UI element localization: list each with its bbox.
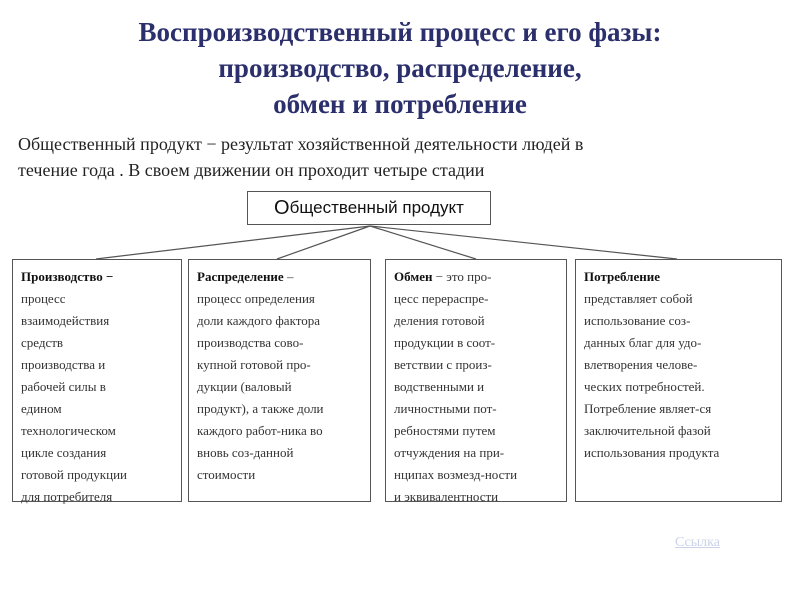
root-node-initial: О: [274, 196, 290, 219]
root-node-label: бщественный продукт: [289, 198, 464, 217]
phase-line: ребностями путем: [394, 423, 496, 438]
phase-line: ческих потребностей.: [584, 379, 705, 394]
phase-line: купной готовой про-: [197, 357, 311, 372]
phase-line: стоимости: [197, 467, 256, 482]
connector-line-4: [370, 226, 677, 259]
phase-line: представляет собой: [584, 291, 693, 306]
phase-line: взаимодействия: [21, 313, 110, 328]
phase-line: продукции в соот-: [394, 335, 496, 350]
phase-term: Распределение: [197, 269, 284, 284]
connector-line-3: [370, 226, 476, 259]
phase-box-distribution: [188, 259, 371, 502]
phase-line: дукции (валовый: [197, 379, 292, 394]
phase-line: доли каждого фактора: [197, 313, 320, 328]
phase-line: заключительной фазой: [584, 423, 711, 438]
phase-line: продукт), а также доли: [197, 401, 324, 416]
phase-line: отчуждения на при-: [394, 445, 505, 460]
phase-line: производства сово-: [197, 335, 304, 350]
title-line-2: производство, распределение,: [218, 53, 582, 83]
phase-line: готовой продукции: [21, 467, 127, 482]
connector-line-1: [96, 226, 370, 259]
title-line-1: Воспроизводственный процесс и его фазы:: [138, 17, 662, 47]
title-line-3: обмен и потребление: [273, 89, 527, 119]
phase-line: процесс определения: [197, 291, 315, 306]
root-node-box: [247, 191, 491, 225]
connector-line-2: [277, 226, 370, 259]
phase-line: рабочей силы в: [21, 379, 106, 394]
intro-line-1: Общественный продукт − результат хозяйственной деятельности людей в: [18, 134, 584, 154]
phase-line: цикле создания: [21, 445, 107, 460]
phase-line: ветствии с произ-: [394, 357, 492, 372]
phase-line: технологическом: [21, 423, 116, 438]
phase-term: Производство −: [21, 269, 114, 284]
phase-box-production: [12, 259, 182, 502]
phase-line: процесс: [21, 291, 66, 306]
phase-line: влетворения челове-: [584, 357, 698, 372]
phase-line: средств: [21, 335, 64, 350]
phase-line: данных благ для удо-: [584, 335, 702, 350]
phase-box-exchange: [385, 259, 567, 502]
phase-line: личностными пот-: [394, 401, 497, 416]
phase-line: каждого работ-ника во: [197, 423, 323, 438]
phase-line: для потребителя: [21, 489, 113, 504]
phase-term-suffix: –: [283, 269, 294, 284]
phase-line: вновь соз-данной: [197, 445, 294, 460]
reference-link[interactable]: Ссылка: [675, 535, 720, 550]
phase-line: и эквивалентности: [394, 489, 499, 504]
phase-line: едином: [21, 401, 62, 416]
phase-line: производства и: [21, 357, 106, 372]
intro-line-2: течение года . В своем движении он проходит четыре стадии: [18, 160, 485, 180]
phase-line: использование соз-: [584, 313, 691, 328]
phase-line: водственными и: [394, 379, 485, 394]
phase-box-consumption: [575, 259, 782, 502]
phase-term: Обмен: [394, 269, 433, 284]
phase-line: цесс перераспре-: [394, 291, 489, 306]
phase-term-suffix: − это про-: [432, 269, 492, 284]
phase-line: деления готовой: [394, 313, 485, 328]
phase-line: нципах возмезд-ности: [394, 467, 518, 482]
phase-term: Потребление: [584, 269, 660, 284]
phase-line: Потребление являет-ся: [584, 401, 712, 416]
phase-line: использования продукта: [584, 445, 720, 460]
